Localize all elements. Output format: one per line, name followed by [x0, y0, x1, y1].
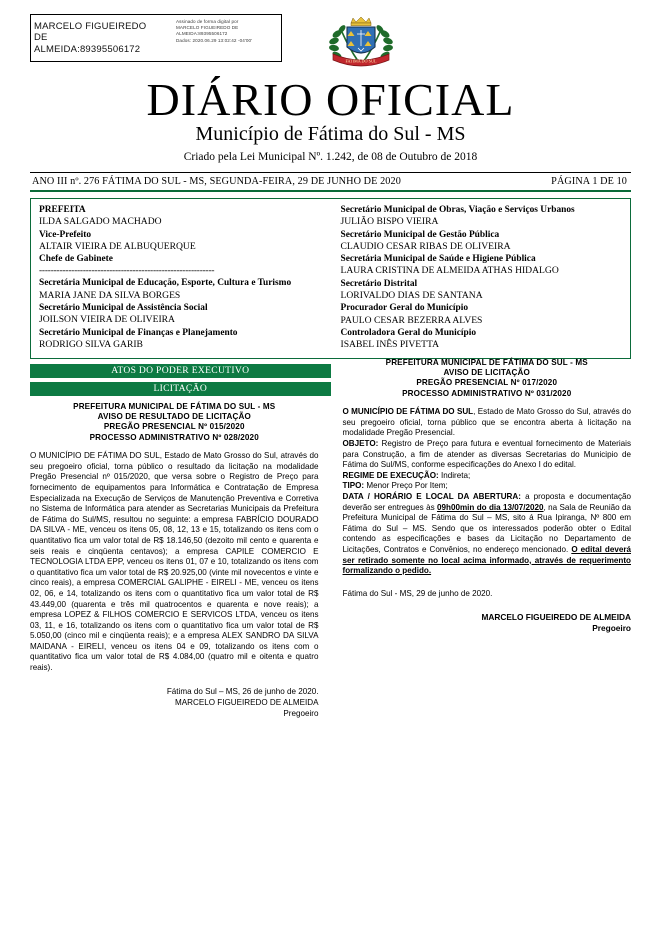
right-signer-name: MARCELO FIGUEIREDO DE ALMEIDA: [481, 611, 631, 622]
edition-bar: [30, 172, 631, 192]
signature-signer-name: [31, 15, 172, 61]
official-person: PAULO CESAR BEZERRA ALVES: [340, 314, 483, 326]
right-article-regime: [343, 471, 632, 482]
header-row: [30, 0, 631, 72]
right-city-date: Fátima do Sul - MS, 29 de junho de 2020.: [342, 588, 493, 598]
official-person: CLAUDIO CESAR RIBAS DE OLIVEIRA: [340, 240, 511, 252]
signer-line-2: DE: [34, 32, 48, 44]
signature-meta-line-2: MARCELO FIGUEIREDO DE: [176, 25, 239, 31]
article-right: [331, 357, 632, 719]
article-left: [30, 402, 331, 719]
officials-box: [30, 198, 631, 359]
data-text-2: , na Sala de Reunião da Prefeitura Municipal de Fátima do Sul – MS, sito á Rua Ipiranga, Nº 800 em Fátima do Sul – MS. Sendo que os interessados poderão obter o Edital contendo as especificações e bases da Licitação no Departamento de Licitações, Contratos e Convênios, no endereço mencionado.: [342, 502, 631, 554]
right-article-data-local: [343, 492, 632, 577]
official-role: Secretário Municipal de Finanças e Planejamento: [39, 327, 238, 338]
official-role: Secretário Municipal de Assistência Social: [39, 303, 208, 314]
digital-signature-box: [30, 14, 282, 62]
left-head-line-2: AVISO DE RESULTADO DE LICITAÇÃO: [97, 411, 251, 421]
official-person: ALTAIR VIEIRA DE ALBUQUERQUE: [39, 240, 196, 252]
left-head-line-1: PREFEITURA MUNICIPAL DE FÁTIMA DO SUL - MS: [73, 401, 276, 411]
page-indicator: PÁGINA 1 DE 10: [551, 176, 627, 187]
regime-label: REGIME DE EXECUÇÃO:: [342, 470, 439, 480]
signature-meta-line-3: ALMEIDA:89395506172: [176, 31, 228, 37]
official-role: Secretária Municipal de Educação, Esporte, Cultura e Turismo: [39, 278, 292, 289]
right-intro-rest: , Estado de Mato Grosso do Sul, através do seu pregoeiro oficial, torna público que se encontra aberta à licitação na modalidade Pregão Presencial.: [342, 407, 632, 438]
data-text-1: a proposta e documentação deverão ser entregues às: [342, 491, 632, 512]
banner-atos-poder-executivo: ATOS DO PODER EXECUTIVO: [30, 364, 331, 378]
official-person: ISABEL INÊS PIVETTA: [340, 339, 440, 351]
edital-emphasis: O edital deverá ser retirado somente no local acima informado, através de requerimento formalizando o pedido.: [342, 544, 631, 576]
officials-separator: ------------------------------------------------------------: [39, 266, 215, 277]
right-signer-role: Pregoeiro: [592, 623, 631, 634]
right-head-line-3: PREGÃO PRESENCIAL Nº 017/2020: [416, 378, 558, 388]
signature-meta-line-4: Dados: 2020.06.29 13:02:42 -04'00': [176, 37, 253, 43]
official-role: Chefe de Gabinete: [39, 254, 113, 265]
right-article-tipo: [343, 481, 632, 492]
right-head-line-4: PROCESSO ADMINISTRATIVO Nº 031/2020: [402, 388, 572, 398]
officials-column-left: [31, 204, 331, 352]
official-person: LAURA CRISTINA DE ALMEIDA ATHAS HIDALGO: [340, 265, 559, 277]
official-person: RODRIGO SILVA GARIB: [39, 338, 143, 350]
objeto-text: Registro de Preço para futura e eventual fornecimento de Materiais para Construção, a fim de atender as diversas Secretarias do Municipio de Fátima do Sul/MS, conforme especificações do Anexo I do edital.: [342, 438, 631, 470]
right-head-line-1: PREFEITURA MUNICIPAL DE FÁTIMA DO SUL - MS: [385, 357, 588, 367]
official-person: MARIA JANE DA SILVA BORGES: [39, 289, 181, 301]
objeto-label: OBJETO:: [342, 438, 379, 448]
left-signer-role: Pregoeiro: [283, 708, 319, 718]
official-person: LORIVALDO DIAS DE SANTANA: [340, 290, 483, 302]
official-person: ILDA SALGADO MACHADO: [39, 216, 162, 228]
right-article-objeto: [343, 439, 632, 471]
official-role: Secretário Municipal de Gestão Pública: [340, 229, 500, 240]
coat-of-arms-icon: [325, 14, 397, 76]
official-role: PREFEITA: [39, 205, 86, 215]
data-label: DATA / HORÁRIO E LOCAL DA ABERTURA:: [342, 491, 521, 501]
right-head-line-2: AVISO DE LICITAÇÃO: [443, 367, 530, 377]
official-person: JULIÃO BISPO VIEIRA: [340, 216, 439, 228]
left-city-date: Fátima do Sul – MS, 26 de junho de 2020.: [166, 686, 319, 696]
official-role: Vice-Prefeito: [39, 229, 92, 240]
left-article-signature: [30, 686, 319, 719]
masthead-law-reference: Criado pela Lei Municipal Nº. 1.242, de 08 de Outubro de 2018: [183, 151, 478, 163]
right-article-signature: [343, 612, 632, 635]
official-person: JOILSON VIEIRA DE OLIVEIRA: [39, 314, 175, 326]
signer-line-1: MARCELO FIGUEIREDO: [34, 20, 147, 32]
signature-metadata: [172, 15, 281, 61]
right-article-intro: [343, 407, 632, 439]
edition-info: ANO III nº. 276 FÁTIMA DO SUL - MS, SEGUNDA-FEIRA, 29 DE JUNHO DE 2020: [32, 176, 401, 187]
masthead-subtitle: Município de Fátima do Sul - MS: [195, 123, 466, 145]
regime-text: Indireta;: [438, 470, 471, 480]
masthead: [30, 76, 631, 165]
tipo-text: Menor Preço Por Item;: [364, 481, 448, 491]
left-article-body: O MUNICÍPIO DE FÁTIMA DO SUL, Estado de Mato Grosso do Sul, através do seu pregoeiro oficial, torna público o resultado da licitação na modalidade Pregão Presencial nº 015/2020, que versa sobre o Registro de Preço para fornecimento de equipamentos para Informática e Contratação de Empresa Especializada na Execução de Serviços de Manutenção Preventiva e Corretiva no Sistema de Informática para atender as Secretarias Municipais da Prefeitura de Fátima do Sul/MS, resultou no seguinte: a empresa FABRÍCIO DOURADO DA SILVA - ME, venceu os itens 05, 08, 12, 13 e 15, totalizando os itens com o quantitativo fica um valor total de R$ 18.146,50 (dezoito mil cento e quarenta e seis reais e cinqüenta centavos); a empresa CAPILE COMERCIO E TECNOLOGIA LTDA EPP, venceu os itens 01, 07 e 10, totalizando os itens com o quantitativo fica um valor total de R$ 20.925,00 (vinte mil novecentos e vinte e cinco reais), a empresa COMERCIAL GALIPHE - EIRELI - ME, venceu os itens 02, 06, e 14, totalizando os itens com o quantitativo fica um valor total de R$ 43.449,00 (quarenta e três mil quatrocentos e quarenta e nove reais); a empresa LOPEZ & FILHOS COMERCIO E SERVICOS LTDA, venceu os itens 03, 11, e 16, totalizando os itens com o quantitativo fica um valor total de R$ 5.050,00 (cinco mil e cinqüenta reais); e a empresa ALEX SANDRO DA SILVA MAIDANA - EIRELI, venceu os itens 04 e 09, totalizando os itens com o quantitativo fica um valor total de R$ 4.084,00 (quatro mil e oitenta e quatro reais).: [30, 451, 319, 673]
left-head-line-4: PROCESSO ADMINISTRATIVO Nº 028/2020: [89, 432, 259, 442]
official-role: Procurador Geral do Município: [340, 303, 469, 314]
page-title: DIÁRIO OFICIAL: [146, 74, 515, 125]
officials-column-right: [331, 204, 631, 352]
banner-licitacao: LICITAÇÃO: [30, 382, 331, 396]
official-role: Secretária Municipal de Saúde e Higiene Pública: [340, 254, 536, 265]
left-head-line-3: PREGÃO PRESENCIAL Nº 015/2020: [103, 422, 245, 432]
tipo-label: TIPO:: [342, 481, 365, 491]
left-signer-name: MARCELO FIGUEIREDO DE ALMEIDA: [175, 697, 319, 707]
signer-line-3: ALMEIDA:89395506172: [34, 43, 141, 55]
right-intro-bold: O MUNICÍPIO DE FÁTIMA DO SUL: [342, 407, 474, 417]
official-role: Secretário Municipal de Obras, Viação e Serviços Urbanos: [340, 205, 575, 215]
left-article-heading: [30, 402, 319, 444]
official-role: Secretário Distrital: [340, 278, 418, 289]
signature-meta-line-1: Assinado de forma digital por: [176, 19, 239, 24]
right-article-heading: [343, 358, 632, 400]
data-emphasis: 09h00min do dia 13/07/2020: [437, 502, 544, 512]
svg-text:FATIMA DO SUL: FATIMA DO SUL: [345, 58, 377, 64]
official-role: Controladora Geral do Município: [340, 327, 477, 338]
